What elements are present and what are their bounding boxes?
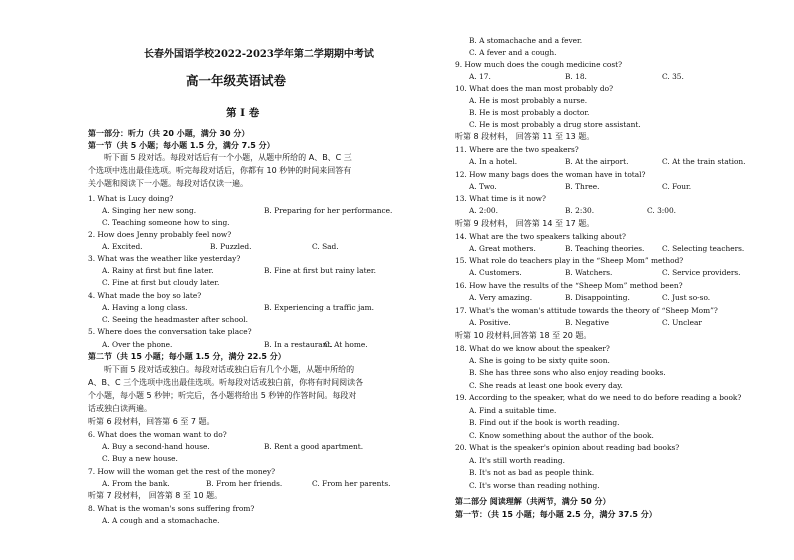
question-text: 17. What's the woman's attitude towards the theory of “Sheep Mom”? (455, 306, 718, 315)
option-b: B. It's not as bad as people think. (469, 468, 595, 477)
option-b: B. Experiencing a traffic jam. (264, 303, 374, 312)
option-a: A. Excited. (102, 242, 143, 251)
option-a: A. Over the phone. (102, 340, 173, 349)
option-b: B. He is most probably a doctor. (469, 108, 590, 117)
listen-instruction: 听第 10 段材料,回答第 18 至 20 题。 (455, 331, 592, 340)
option-c: C. Fine at first but cloudy later. (102, 278, 220, 287)
question-text: 10. What does the man most probably do? (455, 84, 614, 93)
option-a: A. Positive. (469, 318, 511, 327)
option-c: C. Seeing the headmaster after school. (102, 315, 248, 324)
option-c: C. At home. (324, 340, 368, 349)
option-a: A. Find a suitable time. (469, 406, 557, 415)
option-b: B. 18. (565, 72, 587, 81)
listen-instruction: 听第 8 段材料， 回答第 11 至 13 题。 (455, 132, 595, 141)
option-a: A. She is going to be sixty quite soon. (469, 356, 610, 365)
option-c: C. Unclear (662, 318, 702, 327)
question-text: 4. What made the boy so late? (88, 291, 202, 300)
question-text: 16. How have the results of the “Sheep Mom” method been? (455, 281, 683, 290)
option-b: B. Watchers. (565, 268, 613, 277)
section1-instruction: 关小题和阅读下一小题。每段对话仅读一遍。 (88, 179, 248, 188)
option-a: A. Having a long class. (102, 303, 188, 312)
question-text: 11. Where are the two speakers? (455, 145, 579, 154)
listen-instruction: 听第 9 段材料， 回答第 14 至 17 题。 (455, 219, 595, 228)
option-c: C. Buy a new house. (102, 454, 178, 463)
option-c: C. He is most probably a drug store assistant. (469, 120, 641, 129)
option-c: C. At the train station. (662, 157, 746, 166)
option-b: B. Find out if the book is worth reading. (469, 418, 620, 427)
option-a: A. Rainy at first but fine later. (102, 266, 214, 275)
option-c: C. It's worse than reading nothing. (469, 481, 600, 490)
option-a: A. Two. (469, 182, 497, 191)
listen-instruction: 听第 6 段材料，回答第 6 至 7 题。 (88, 417, 215, 426)
question-text: 1. What is Lucy doing? (88, 194, 174, 203)
option-a: A. Singing her new song. (102, 206, 197, 215)
section1-instruction: 听下面 5 段对话。每段对话后有一个小题，从题中所给的 A、B、C 三 (104, 153, 352, 162)
option-b: B. Disappointing. (565, 293, 630, 302)
part1-heading: 第一部分：听力（共 20 小题，满分 30 分） (88, 129, 250, 138)
question-text: 15. What role do teachers play in the “Sheep Mom” method? (455, 256, 684, 265)
section2-instruction: A、B、C 三个选项中选出最佳选项。听每段对话或独白前，你将有时间阅读各 (88, 378, 364, 387)
option-c: C. 35. (662, 72, 684, 81)
section2-instruction: 个小题，每小题 5 秒钟；听完后，各小题将给出 5 秒钟的作答时间。每段对 (88, 391, 357, 400)
question-text: 20. What is the speaker's opinion about reading bad books? (455, 443, 680, 452)
option-b: B. She has three sons who also enjoy reading books. (469, 368, 666, 377)
option-b: B. At the airport. (565, 157, 629, 166)
question-text: 12. How many bags does the woman have in total? (455, 170, 646, 179)
option-c: C. From her parents. (312, 479, 391, 488)
option-b: B. Negative (565, 318, 609, 327)
option-b: B. Teaching theories. (565, 244, 645, 253)
option-a: A. It's still worth reading. (469, 456, 565, 465)
option-b: B. A stomachache and a fever. (469, 36, 583, 45)
option-b: B. In a restaurant. (264, 340, 333, 349)
question-text: 5. Where does the conversation take place? (88, 327, 252, 336)
option-c: C. Service providers. (662, 268, 741, 277)
option-c: C. Sad. (312, 242, 339, 251)
option-c: C. She reads at least one book every day. (469, 381, 623, 390)
part2-heading: 第二部分 阅读理解（共两节，满分 50 分） (455, 497, 611, 506)
section2-heading: 第二节（共 15 小题；每小题 1.5 分，满分 22.5 分） (88, 352, 286, 361)
option-b: B. Puzzled. (210, 242, 252, 251)
question-text: 3. What was the weather like yesterday? (88, 254, 241, 263)
option-a: A. Customers. (469, 268, 522, 277)
question-text: 19. According to the speaker, what do we need to do before reading a book? (455, 393, 742, 402)
part2-section1-heading: 第一节：（共 15 小题；每小题 2.5 分，满分 37.5 分） (455, 510, 657, 519)
option-b: B. Rent a good apartment. (264, 442, 364, 451)
question-text: 8. What is the woman's sons suffering from? (88, 504, 255, 513)
question-text: 14. What are the two speakers talking about? (455, 232, 626, 241)
option-b: B. From her friends. (206, 479, 283, 488)
option-b: B. Three. (565, 182, 600, 191)
option-a: A. 17. (469, 72, 491, 81)
option-a: A. He is most probably a nurse. (469, 96, 588, 105)
question-text: 6. What does the woman want to do? (88, 430, 227, 439)
option-c: C. Selecting teachers. (662, 244, 745, 253)
option-a: A. Very amazing. (469, 293, 533, 302)
question-text: 13. What time is it now? (455, 194, 546, 203)
option-b: B. 2:30. (565, 206, 595, 215)
exam-title: 高一年级英语试卷 (186, 73, 287, 88)
section1-instruction: 个选项中选出最佳选项。听完每段对话后，你都有 10 秒钟的时间来回答有 (88, 166, 352, 175)
question-text: 9. How much does the cough medicine cost? (455, 60, 623, 69)
option-c: C. 3:00. (647, 206, 677, 215)
option-a: A. 2:00. (469, 206, 498, 215)
volume-label: 第 I 卷 (226, 107, 260, 119)
option-c: C. A fever and a cough. (469, 48, 557, 57)
listen-instruction: 听第 7 段材料， 回答第 8 至 10 题。 (88, 491, 223, 500)
question-text: 7. How will the woman get the rest of the money? (88, 467, 276, 476)
option-a: A. In a hotel. (469, 157, 518, 166)
section1-heading: 第一节（共 5 小题；每小题 1.5 分，满分 7.5 分） (88, 141, 275, 150)
question-text: 18. What do we know about the speaker? (455, 344, 610, 353)
option-a: A. Buy a second-hand house. (102, 442, 210, 451)
school-title: 长春外国语学校2022-2023学年第二学期期中考试 (144, 49, 374, 60)
option-a: A. A cough and a stomachache. (102, 516, 220, 525)
section2-instruction: 听下面 5 段对话或独白。每段对话或独白后有几个小题，从题中所给的 (104, 365, 355, 374)
option-a: A. Great mothers. (469, 244, 536, 253)
option-b: B. Fine at first but rainy later. (264, 266, 376, 275)
option-a: A. From the bank. (102, 479, 170, 488)
option-c: C. Teaching someone how to sing. (102, 218, 230, 227)
option-c: C. Just so-so. (662, 293, 711, 302)
section2-instruction: 话或独白读两遍。 (88, 404, 152, 413)
option-c: C. Know something about the author of the book. (469, 431, 654, 440)
option-c: C. Four. (662, 182, 692, 191)
option-b: B. Preparing for her performance. (264, 206, 393, 215)
question-text: 2. How does Jenny probably feel now? (88, 230, 232, 239)
